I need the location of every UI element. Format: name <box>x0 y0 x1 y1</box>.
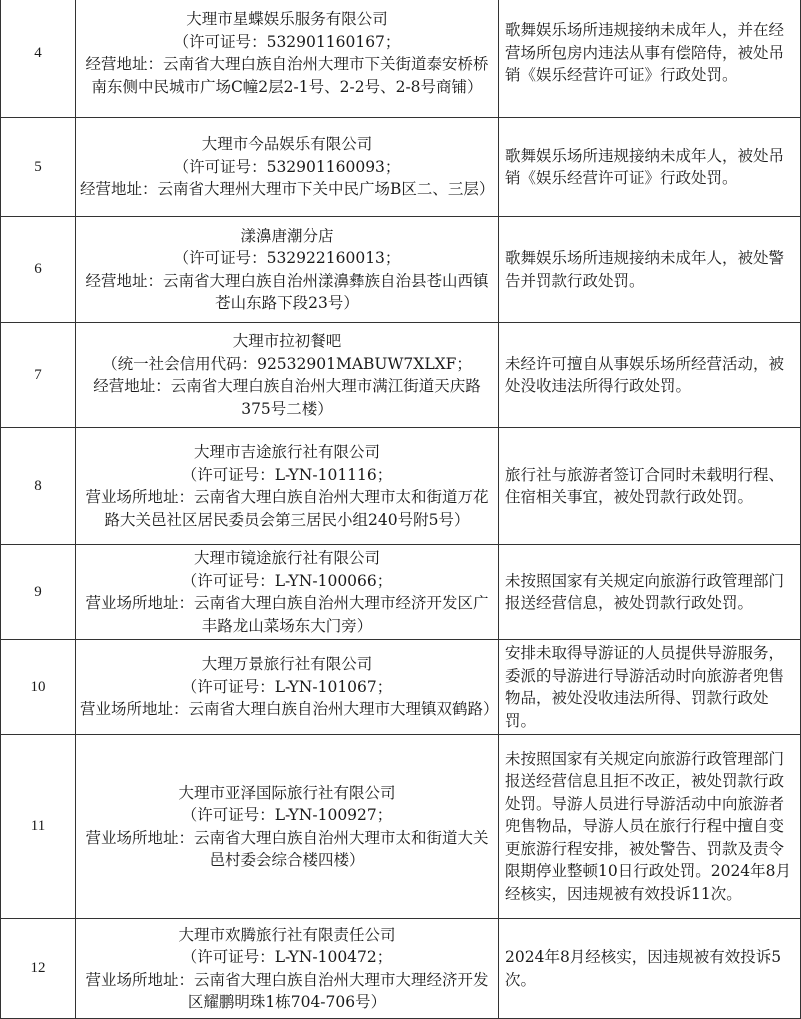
row-number: 5 <box>1 118 76 217</box>
entity-cell <box>76 640 499 735</box>
license-number: （许可证号：532901160167； <box>173 32 401 51</box>
penalty-description: 歌舞娱乐场所违规接纳未成年人，被处警告并罚款行政处罚。 <box>499 217 801 323</box>
business-address: 经营地址：云南省大理白族自治州大理市满江街道天庆路375号二楼） <box>93 377 481 418</box>
table-row <box>1 217 801 323</box>
license-number: （许可证号：532922160013； <box>173 249 401 267</box>
table-row <box>1 323 801 428</box>
license-number: （许可证号：532901160093； <box>173 157 401 176</box>
license-number: （许可证号：L-YN-101067； <box>181 677 393 696</box>
entity-name: 大理市亚泽国际旅行社有限公司 <box>178 783 396 802</box>
penalty-description: 未按照国家有关规定向旅游行政管理部门报送经营信息且拒不改正，被处罚款行政处罚。导游人员进行导游活动中向旅游者兜售物品，导游人员在旅行行程中擅自变更旅游行程安排，被处警告、罚款及责令限期停业整顿10日行政处罚。2024年8月经核实，因违规被有效投诉11次。 <box>499 735 801 919</box>
table-row <box>1 545 801 640</box>
business-address: 经营地址：云南省大理州大理市下关中民广场B区二、三层） <box>80 180 495 199</box>
penalty-description: 旅行社与旅游者签订合同时未载明行程、住宿相关事宜，被处罚款行政处罚。 <box>499 428 801 545</box>
entity-cell <box>76 735 499 919</box>
entity-name: 大理市欢腾旅行社有限责任公司 <box>178 925 396 944</box>
row-number: 8 <box>1 428 76 545</box>
license-number: （许可证号：L-YN-100927； <box>181 806 393 824</box>
penalty-description: 2024年8月经核实，因违规被有效投诉5次。 <box>499 919 801 1019</box>
table-row <box>1 919 801 1019</box>
table-row <box>1 118 801 217</box>
penalty-description: 安排未取得导游证的人员提供导游服务，委派的导游进行导游活动时向旅游者兜售物品，被处没收违法所得、罚款行政处罚。 <box>499 640 801 735</box>
table-row <box>1 735 801 919</box>
business-address: 营业场所地址：云南省大理白族自治州大理市太和街道大关邑村委会综合楼四楼） <box>85 828 489 869</box>
table-row <box>1 640 801 735</box>
license-number: （许可证号：L-YN-101116； <box>181 465 393 484</box>
penalty-description: 未经许可擅自从事娱乐场所经营活动，被处没收违法所得行政处罚。 <box>499 323 801 428</box>
row-number: 9 <box>1 545 76 640</box>
business-address: 营业场所地址：云南省大理白族自治州大理市太和街道万花路大关邑社区居民委员会第三居民小组240号附5号） <box>85 488 489 529</box>
row-number: 4 <box>1 0 76 118</box>
penalty-description: 未按照国家有关规定向旅游行政管理部门报送经营信息，被处罚款行政处罚。 <box>499 545 801 640</box>
entity-cell <box>76 0 499 118</box>
table-row <box>1 428 801 545</box>
business-address: 经营地址：云南省大理白族自治州大理市下关街道泰安桥桥南东侧中民城市广场C幢2层2-1号、2-2号、2-8号商铺） <box>85 55 489 96</box>
row-number: 7 <box>1 323 76 428</box>
license-number: （统一社会信用代码：92532901MABUW7XLXF； <box>102 354 472 373</box>
table-row <box>1 0 801 118</box>
entity-name: 大理市吉途旅行社有限公司 <box>193 443 380 461</box>
entity-name: 漾濞唐潮分店 <box>240 226 334 245</box>
license-number: （许可证号：L-YN-100472； <box>181 948 393 966</box>
entity-name: 大理市拉初餐吧 <box>232 332 342 350</box>
business-address: 营业场所地址：云南省大理白族自治州大理市大理镇双鹤路） <box>80 700 499 719</box>
license-number: （许可证号：L-YN-100066； <box>181 571 393 590</box>
entity-cell <box>76 919 499 1019</box>
entity-name: 大理市星蝶娱乐服务有限公司 <box>186 10 388 28</box>
row-number: 10 <box>1 640 76 735</box>
row-number: 11 <box>1 735 76 919</box>
entity-name: 大理万景旅行社有限公司 <box>201 655 373 674</box>
entity-cell <box>76 217 499 323</box>
entity-cell <box>76 545 499 640</box>
entity-cell <box>76 323 499 428</box>
penalty-description: 歌舞娱乐场所违规接纳未成年人，并在经营场所包房内违法从事有偿陪侍，被处吊销《娱乐经营许可证》行政处罚。 <box>499 0 801 118</box>
entity-cell <box>76 118 499 217</box>
entity-name: 大理市镜途旅行社有限公司 <box>193 549 380 567</box>
entity-name: 大理市今品娱乐有限公司 <box>201 135 373 154</box>
business-address: 营业场所地址：云南省大理白族自治州大理市经济开发区广丰路龙山菜场东大门旁） <box>85 594 489 635</box>
business-address: 营业场所地址：云南省大理白族自治州大理市大理经济开发区耀鹏明珠1栋704-706号） <box>85 970 489 1011</box>
row-number: 12 <box>1 919 76 1019</box>
business-address: 经营地址：云南省大理白族自治州漾濞彝族自治县苍山西镇苍山东路下段23号） <box>85 271 489 312</box>
row-number: 6 <box>1 217 76 323</box>
entity-cell <box>76 428 499 545</box>
penalty-description: 歌舞娱乐场所违规接纳未成年人，被处吊销《娱乐经营许可证》行政处罚。 <box>499 118 801 217</box>
